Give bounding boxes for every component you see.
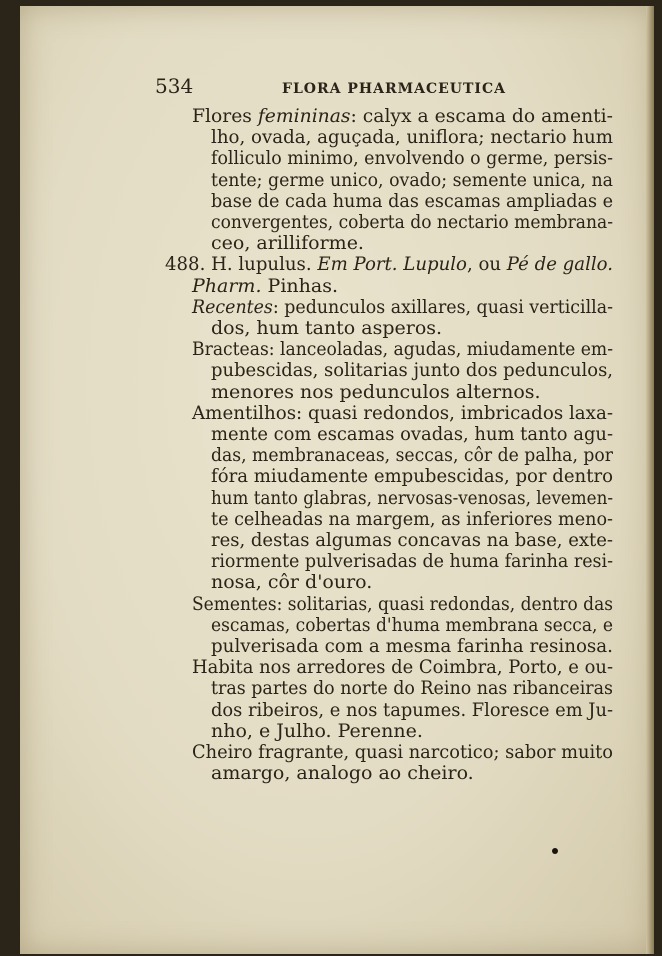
text-segment: tras partes do norte do Reino nas ribanceiras	[211, 677, 613, 700]
ink-blot	[552, 848, 558, 854]
text-line	[211, 615, 613, 635]
text-line	[211, 551, 613, 571]
text-segment: nosa, côr d'ouro.	[211, 571, 373, 594]
text-segment: dos ribeiros, e nos tapumes. Floresce em Ju-	[211, 698, 613, 721]
text-segment: base de cada huma das escamas ampliadas e	[211, 189, 613, 212]
text-segment: Bracteas: lanceoladas, agudas, miudamente em-	[192, 338, 613, 361]
text-line	[211, 509, 613, 529]
text-line	[211, 382, 541, 402]
running-header-title: FLORA PHARMACEUTICA	[282, 81, 506, 97]
text-line	[192, 106, 613, 126]
italic-text: Recentes	[192, 295, 273, 318]
text-segment: pubescidas, solitarias junto dos pedunculos,	[211, 359, 613, 382]
text-line	[211, 700, 613, 720]
text-segment: nho, e Julho. Perenne.	[211, 719, 423, 742]
text-line	[165, 254, 613, 274]
text-line	[192, 339, 613, 359]
text-segment: lho, ovada, aguçada, uniflora; nectario hum	[211, 126, 613, 149]
page-number: 534	[155, 74, 194, 98]
text-line	[211, 212, 613, 232]
text-line	[211, 360, 613, 380]
text-segment: hum tanto glabras, nervosas-venosas, levemen-	[211, 486, 613, 509]
text-segment: mente com escamas ovadas, hum tanto agu-	[211, 423, 613, 445]
text-segment: Sementes: solitarias, quasi redondas, dentro das	[192, 592, 613, 615]
text-line	[211, 127, 613, 147]
text-segment: folliculo minimo, envolvendo o germe, persis-	[211, 147, 613, 170]
text-segment: dos, hum tanto asperos.	[211, 317, 443, 339]
text-segment: tente; germe unico, ovado; semente unica, na	[211, 168, 613, 191]
text-line	[192, 594, 613, 614]
text-segment: Amentilhos: quasi redondos, imbricados laxa-	[192, 401, 613, 424]
text-line	[211, 233, 364, 253]
text-line	[211, 488, 613, 508]
page-edge	[646, 6, 654, 954]
text-line	[211, 530, 613, 550]
text-line	[192, 276, 338, 296]
text-segment: Habita nos arredores de Coimbra, Porto, e ou-	[192, 656, 613, 679]
text-segment: convergentes, coberta do nectario membrana-	[211, 211, 613, 233]
text-segment: riormente pulverisadas de huma farinha resi-	[211, 550, 613, 573]
text-line	[192, 403, 613, 423]
italic-text: Pé de gallo.	[506, 253, 613, 276]
italic-text: Pharm.	[192, 274, 262, 297]
text-segment: , ou	[466, 253, 507, 276]
text-segment: : calyx a escama do amenti-	[350, 105, 613, 127]
italic-text: Em Port. Lupulo	[317, 253, 467, 276]
text-line	[211, 170, 613, 190]
text-segment: res, destas algumas concavas na base, exte-	[211, 529, 613, 551]
text-segment: ceo, arilliforme.	[211, 232, 364, 255]
text-segment: Flores	[192, 105, 258, 127]
text-line	[211, 572, 372, 592]
text-line	[211, 191, 613, 211]
text-line	[192, 297, 613, 317]
text-line	[211, 445, 613, 465]
text-segment: fóra miudamente empubescidas, por dentro	[211, 465, 613, 488]
italic-text: femininas	[257, 105, 351, 127]
text-line	[211, 148, 613, 168]
text-line	[192, 742, 613, 762]
text-line	[211, 466, 613, 486]
book-page	[20, 6, 654, 954]
text-line	[211, 424, 613, 444]
text-segment: amargo, analogo ao cheiro.	[211, 762, 474, 785]
text-segment: menores nos pedunculos alternos.	[211, 380, 541, 403]
text-line	[211, 678, 613, 698]
text-segment: : pedunculos axillares, quasi verticilla-	[272, 295, 613, 318]
text-segment: Pinhas.	[261, 274, 338, 297]
text-segment: das, membranaceas, seccas, côr de palha, por	[211, 444, 613, 467]
text-segment: 488. H. lupulus.	[165, 253, 318, 276]
text-segment: pulverisada com a mesma farinha resinosa.	[211, 635, 613, 657]
text-segment: escamas, cobertas d'huma membrana secca, e	[211, 613, 613, 636]
text-line	[192, 657, 613, 677]
text-segment: Cheiro fragrante, quasi narcotico; sabor muito	[192, 741, 613, 763]
text-line	[211, 721, 423, 741]
text-line	[211, 636, 613, 656]
text-segment: te celheadas na margem, as inferiores meno-	[211, 507, 613, 530]
text-line	[211, 318, 442, 338]
text-line	[211, 763, 474, 783]
